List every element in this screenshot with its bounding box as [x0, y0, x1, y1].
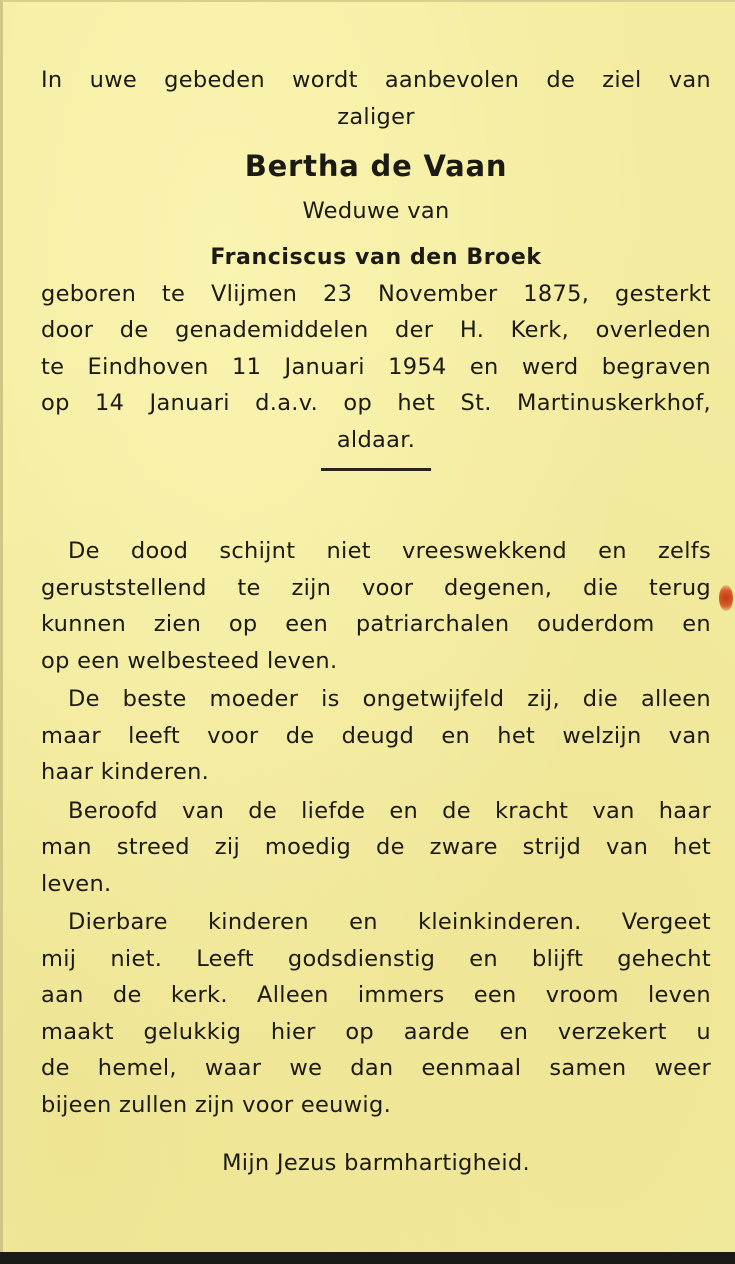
paragraph-line: mij niet. Leeft godsdienstig en blijft gehecht [41, 945, 711, 972]
biography [41, 276, 711, 459]
closing-prayer: Mijn Jezus barmhartigheid. [222, 1150, 530, 1176]
paragraph-line: de hemel, waar we dan eenmaal samen weer [41, 1055, 711, 1081]
paragraph-line: op een welbesteed leven. [41, 647, 338, 674]
paragraph-line: geruststellend te zijn voor degenen, die terug [41, 574, 711, 601]
paragraph-line: maar leeft voor de deugd en het welzijn van [41, 722, 711, 749]
paragraph [41, 533, 711, 679]
paragraph-line: De dood schijnt niet vreeswekkend en zelfs [68, 538, 711, 564]
widow-of-label: Weduwe van [302, 198, 450, 224]
paragraph-line: De beste moeder is ongetwijfeld zij, die alleen [68, 686, 711, 712]
paragraph-line: man streed zij moedig de zware strijd van het [41, 834, 711, 860]
biography-line: te Eindhoven 11 Januari 1954 en werd begraven [41, 353, 711, 380]
paragraph [41, 681, 711, 791]
deceased-name: Bertha de Vaan [244, 149, 508, 183]
paragraph [41, 793, 711, 903]
biography-line: op 14 Januari d.a.v. op het St. Martinuskerkhof, [41, 390, 711, 416]
paragraph-line: bijeen zullen zijn voor eeuwig. [41, 1091, 392, 1118]
intro-line-2: zaliger [337, 103, 415, 130]
paragraph-line: Beroofd van de liefde en de kracht van haar [68, 797, 711, 824]
biography-line: geboren te Vlijmen 23 November 1875, gesterkt [41, 280, 711, 307]
intro-line-1: In uwe gebeden wordt aanbevolen de ziel van [41, 67, 711, 93]
paragraph-line: haar kinderen. [41, 759, 210, 785]
ink-stain [719, 585, 733, 611]
card-bottom-edge [0, 1252, 735, 1264]
husband-name: Franciscus van den Broek [210, 244, 542, 270]
paragraph [41, 904, 711, 1123]
paragraph-line: aan de kerk. Alleen immers een vroom leven [41, 982, 711, 1008]
paragraph-line: kunnen zien op een patriarchalen ouderdom en [41, 611, 711, 637]
biography-line: aldaar. [336, 426, 416, 453]
card-text [41, 62, 711, 1182]
biography-line: door de genademiddelen der H. Kerk, overleden [41, 317, 711, 343]
paragraph-line: Dierbare kinderen en kleinkinderen. Vergeet [68, 909, 711, 935]
paragraph-line: maakt gelukkig hier op aarde en verzekert u [41, 1018, 711, 1045]
paragraph-line: leven. [41, 870, 112, 897]
